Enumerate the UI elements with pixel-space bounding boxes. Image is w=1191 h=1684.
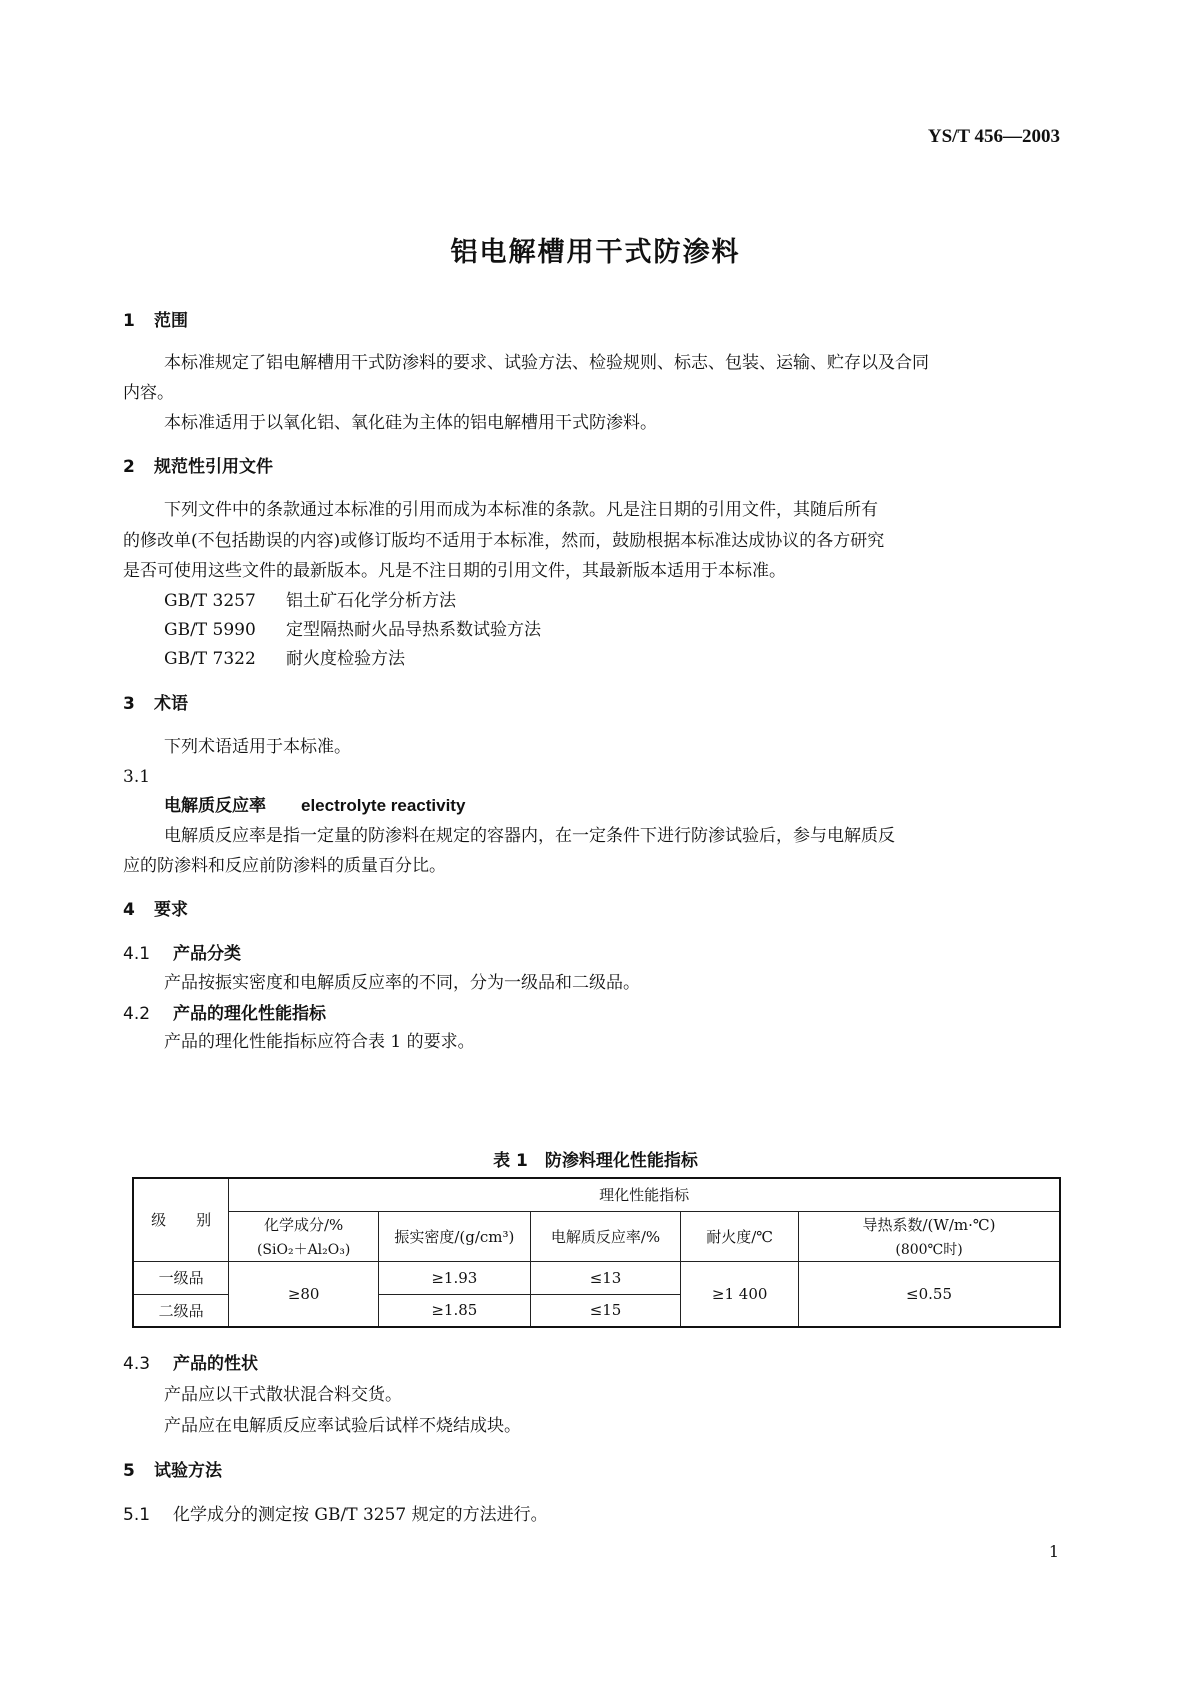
paragraph-line: 内容。 xyxy=(123,383,174,403)
reactivity-value: ≤15 xyxy=(530,1294,681,1327)
paragraph-line: 产品应在电解质反应率试验后试样不烧结成块。 xyxy=(164,1416,521,1436)
term-entry xyxy=(164,795,465,817)
reference-title: 耐火度检验方法 xyxy=(286,649,405,669)
section-number: 1 xyxy=(123,311,135,331)
subsection-title: 产品的性状 xyxy=(173,1354,258,1374)
subsection-title: 产品分类 xyxy=(173,944,241,964)
reference-item xyxy=(164,648,405,670)
paragraph-line: 下列术语适用于本标准。 xyxy=(164,737,351,757)
subsection-number: 4.2 xyxy=(123,1004,151,1024)
paragraph-line: 产品按振实密度和电解质反应率的不同，分为一级品和二级品。 xyxy=(164,973,640,993)
subsection-number: 4.3 xyxy=(123,1354,151,1374)
section-3-heading xyxy=(123,693,188,715)
section-title: 试验方法 xyxy=(154,1461,222,1481)
paragraph-text: 化学成分的测定按 GB/T 3257 规定的方法进行。 xyxy=(173,1505,548,1525)
paragraph-line: 本标准适用于以氧化铝、氧化硅为主体的铝电解槽用干式防渗料。 xyxy=(164,413,657,433)
section-number: 2 xyxy=(123,457,135,477)
paragraph-line: 本标准规定了铝电解槽用干式防渗料的要求、试验方法、检验规则、标志、包装、运输、贮存以及合同 xyxy=(164,353,929,373)
subsection-number: 5.1 xyxy=(123,1505,151,1525)
subsection-title: 产品的理化性能指标 xyxy=(173,1004,326,1024)
refractoriness-header: 耐火度/℃ xyxy=(681,1211,799,1261)
paragraph-line: 产品应以干式散状混合料交货。 xyxy=(164,1385,402,1405)
paragraph-line: 电解质反应率是指一定量的防渗料在规定的容器内，在一定条件下进行防渗试验后，参与电解质反 xyxy=(164,826,895,846)
chem-composition-value: ≥80 xyxy=(229,1261,379,1327)
section-number: 5 xyxy=(123,1461,135,1481)
subsection-5-1 xyxy=(123,1504,548,1526)
section-title: 术语 xyxy=(154,694,188,714)
paragraph-line: 产品的理化性能指标应符合表 1 的要求。 xyxy=(164,1032,475,1052)
page-number: 1 xyxy=(1048,1542,1059,1561)
reference-code: GB/T 7322 xyxy=(164,649,256,669)
paragraph-line: 的修改单(不包括勘误的内容)或修订版均不适用于本标准，然而，鼓励根据本标准达成协议的各方研究 xyxy=(123,531,885,551)
grade-cell: 二级品 xyxy=(133,1294,229,1327)
refractoriness-value: ≥1 400 xyxy=(681,1261,799,1327)
tap-density-header: 振实密度/(g/cm³) xyxy=(378,1211,530,1261)
reference-code: GB/T 3257 xyxy=(164,591,256,611)
paragraph-line: 是否可使用这些文件的最新版本。凡是不注日期的引用文件，其最新版本适用于本标准。 xyxy=(123,561,786,581)
section-number: 4 xyxy=(123,900,135,920)
section-5-heading xyxy=(123,1460,222,1482)
section-4-heading xyxy=(123,899,188,921)
subsection-4-1-heading xyxy=(123,943,241,965)
table-row xyxy=(133,1261,1060,1294)
section-title: 要求 xyxy=(154,900,188,920)
section-1-heading xyxy=(123,310,188,332)
document-title: 铝电解槽用干式防渗料 xyxy=(450,237,741,268)
term-english: electrolyte reactivity xyxy=(301,796,466,815)
standard-code: YS/T 456—2003 xyxy=(927,126,1060,147)
thermal-conductivity-header xyxy=(799,1211,1060,1261)
header-line: (SiO₂＋Al₂O₃) xyxy=(256,1241,351,1258)
reactivity-value: ≤13 xyxy=(530,1261,681,1294)
subsection-4-3-heading xyxy=(123,1353,258,1375)
tap-density-value: ≥1.85 xyxy=(378,1294,530,1327)
subsection-4-2-heading xyxy=(123,1003,326,1025)
reference-item xyxy=(164,590,456,612)
header-line: 导热系数/(W/m·℃) xyxy=(862,1215,996,1234)
section-title: 范围 xyxy=(154,311,188,331)
grade-header: 级 别 xyxy=(133,1178,229,1261)
reference-title: 铝土矿石化学分析方法 xyxy=(286,591,456,611)
reference-code: GB/T 5990 xyxy=(164,620,256,640)
thermal-conductivity-value: ≤0.55 xyxy=(799,1261,1060,1327)
paragraph-line: 应的防渗料和反应前防渗料的质量百分比。 xyxy=(123,856,446,876)
section-2-heading xyxy=(123,456,273,478)
indicator-group-header: 理化性能指标 xyxy=(229,1178,1060,1211)
subsection-number: 4.1 xyxy=(123,944,151,964)
section-title: 规范性引用文件 xyxy=(154,457,273,477)
header-line: 化学成分/% xyxy=(263,1215,344,1234)
chem-composition-header xyxy=(229,1211,379,1261)
subsection-number: 3.1 xyxy=(123,767,151,787)
section-number: 3 xyxy=(123,694,135,714)
reference-title: 定型隔热耐火品导热系数试验方法 xyxy=(286,620,541,640)
grade-cell: 一级品 xyxy=(133,1261,229,1294)
reactivity-header: 电解质反应率/% xyxy=(530,1211,681,1261)
reference-item xyxy=(164,619,541,641)
paragraph-line: 下列文件中的条款通过本标准的引用而成为本标准的条款。凡是注日期的引用文件，其随后所有 xyxy=(164,500,878,520)
term-chinese: 电解质反应率 xyxy=(164,796,266,816)
tap-density-value: ≥1.93 xyxy=(378,1261,530,1294)
table-caption: 表 1 防渗料理化性能指标 xyxy=(493,1151,698,1171)
header-line: (800℃时) xyxy=(895,1241,963,1258)
properties-table xyxy=(132,1177,1061,1328)
